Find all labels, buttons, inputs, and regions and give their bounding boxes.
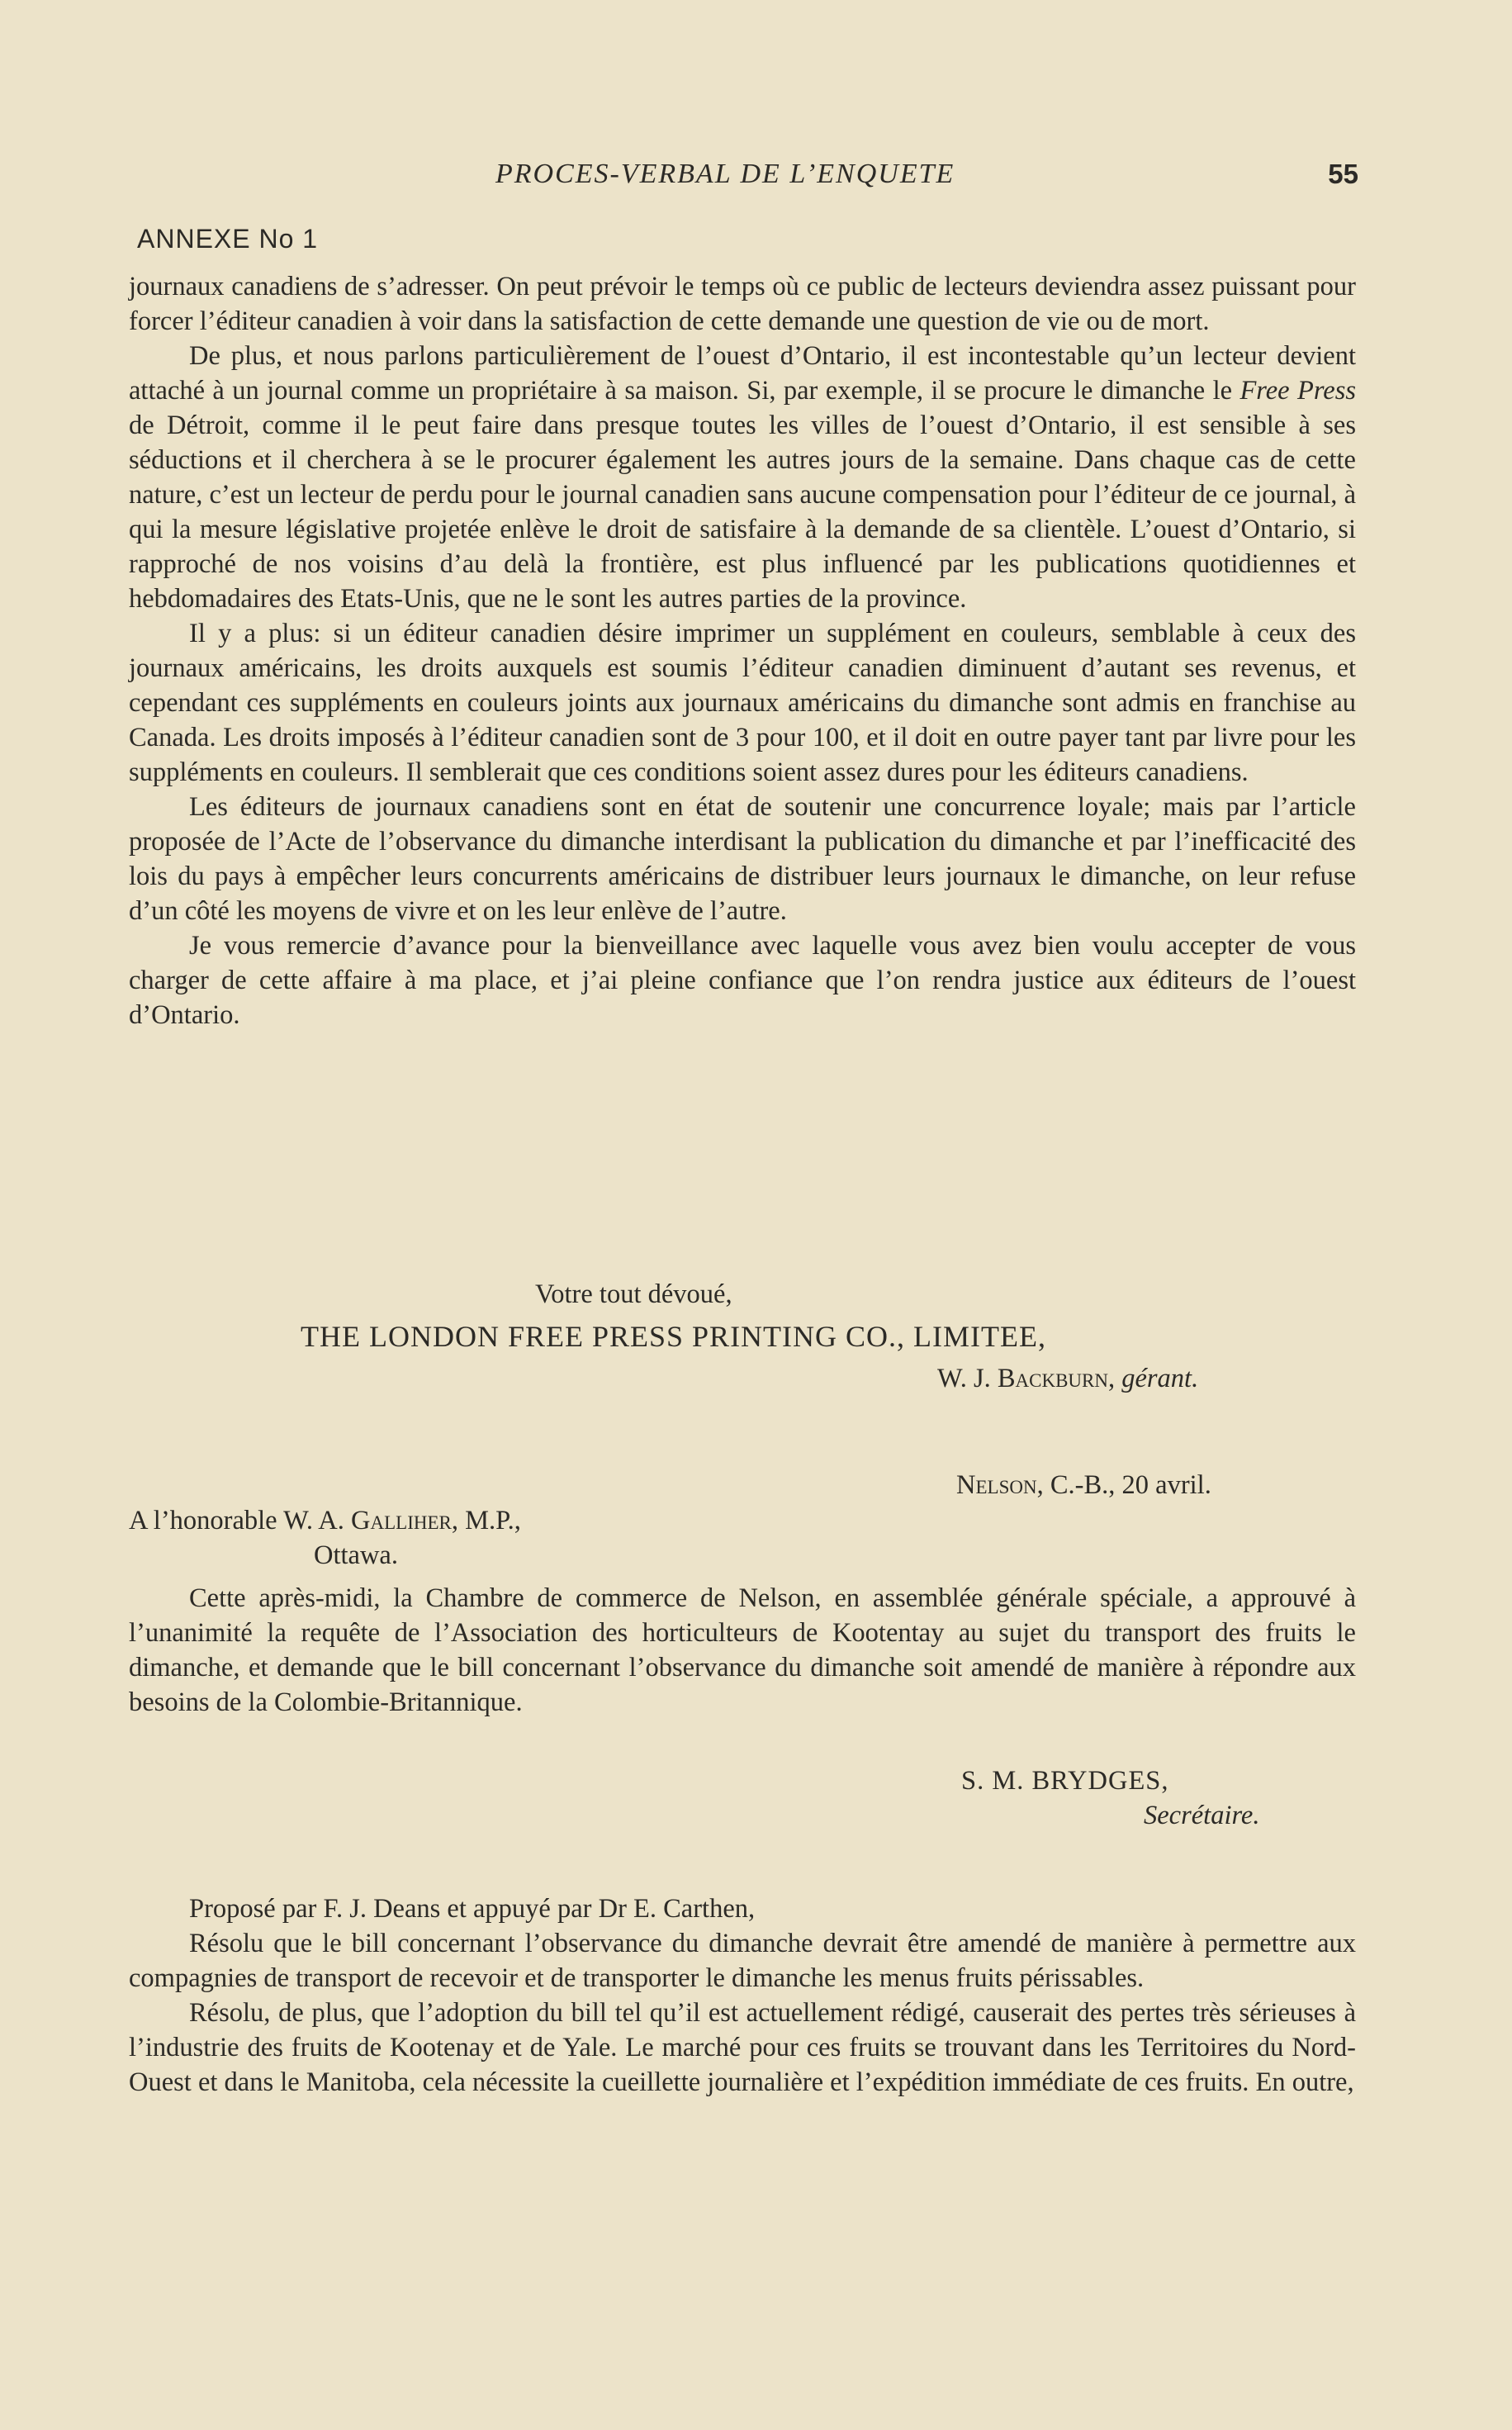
date-text: , C.-B., 20 avril. — [1036, 1470, 1211, 1500]
signer-line: W. J. Backburn, gérant. — [937, 1364, 1199, 1393]
annex-label: ANNEXE No 1 — [137, 224, 319, 254]
paragraph: journaux canadiens de s’adresser. On peut prévoir le temps où ce public de lecteurs deviendra assez puissant pour forcer l’éditeur canadien à voir dans la satisfaction de cette demande une question de vie ou de mort. — [129, 272, 1356, 336]
company-signature: THE LONDON FREE PRESS PRINTING CO., LIMITEE, — [301, 1320, 1046, 1353]
signer-initials: W. J. — [937, 1364, 991, 1393]
closing-salutation: Votre tout dévoué, — [535, 1279, 732, 1309]
secretary-title-text: Secrétaire. — [1144, 1801, 1260, 1830]
dateline — [956, 1470, 1211, 1501]
paragraph: Je vous remercie d’avance pour la bienveillance avec laquelle vous avez bien voulu accepter de vous charger de cette affaire à ma place, et j’ai pleine confiance que l’on rendra justice aux éditeurs de l’ouest d’Ontario. — [129, 931, 1356, 1030]
addressee-name: Galliher — [351, 1506, 452, 1535]
signer-name: Backburn — [997, 1364, 1108, 1393]
addressee-suffix: , M.P., — [451, 1506, 521, 1535]
newspaper-title: Free Press — [1239, 376, 1356, 406]
resolution-body — [129, 1891, 1356, 2100]
addressee-city: Ottawa. — [314, 1540, 398, 1570]
text-span: de Détroit, comme il le peut faire dans presque toutes les villes de l’ouest d’Ontario, il est sensible à ses séductions et il cherchera à se le procurer également les autres jours de la semaine. Dans chaque cas de cette nature, c’est un lecteur de perdu pour le journal canadien sans aucune compensation pour l’éditeur de ce journal, à qui la mesure législative projetée enlève le droit de satisfaire à la demande de sa clientèle. L’ouest d’Ontario, si rapproché de nos voisins d’au delà la frontière, est plus influencé par les publications quotidiennes et hebdomadaires des Etats-Unis, que ne le sont les autres parties de la province. — [129, 411, 1356, 614]
paragraph — [129, 339, 1356, 616]
secretary-signature: S. M. BRYDGES, — [961, 1766, 1169, 1796]
letter1-body — [129, 269, 1356, 1032]
paragraph: Résolu, de plus, que l’adoption du bill tel qu’il est actuellement rédigé, causerait des pertes très sérieuses à l’industrie des fruits de Kootenay et de Yale. Le marché pour ces fruits se trouvant dans les Territoires du Nord-Ouest et dans le Manitoba, cela nécessite la cueillette journalière et l’expédition immédiate de ces fruits. En outre, — [129, 1998, 1356, 2097]
addressee-block — [129, 1503, 521, 1573]
place-name: Nelson — [956, 1470, 1037, 1500]
addressee-prefix: A l’honorable W. A. — [129, 1506, 344, 1535]
signer-title: gérant. — [1121, 1364, 1199, 1393]
secretary-title — [1144, 1801, 1259, 1831]
paragraph: Cette après-midi, la Chambre de commerce de Nelson, en assemblée générale spéciale, a approuvé à l’unanimité la requête de l’Association des horticulteurs de Kootentay au sujet du transport des fruits le dimanche, et demande que le bill concernant l’observance du dimanche soit amendé de manière à répondre aux besoins de la Colombie-Britannique. — [129, 1583, 1356, 1717]
addressee-line — [129, 1503, 521, 1538]
paragraph: Résolu que le bill concernant l’observance du dimanche devrait être amendé de manière à permettre aux compagnies de transport de recevoir et de transporter le dimanche les menus fruits périssables. — [129, 1929, 1356, 1993]
text-span: De plus, et nous parlons particulièrement de l’ouest d’Ontario, il est incontestable qu’un lecteur devient attaché à un journal comme un propriétaire à sa maison. Si, par exemple, il se procure le dimanche le — [129, 341, 1356, 406]
letter2-body — [129, 1581, 1356, 1720]
running-title: PROCES-VERBAL DE L’ENQUETE — [495, 159, 955, 189]
page-number: 55 — [1328, 159, 1358, 189]
running-head — [0, 159, 1512, 192]
paragraph: Il y a plus: si un éditeur canadien désire imprimer un supplément en couleurs, semblable à ceux des journaux américains, les droits auxquels est soumis l’éditeur canadien diminuent d’autant ses revenus, et cependant ces suppléments en couleurs joints aux journaux américains du dimanche sont admis en franchise au Canada. Les droits imposés à l’éditeur canadien sont de 3 pour 100, et il doit en outre payer tant par livre pour les suppléments en couleurs. Il semblerait que ces conditions soient assez dures pour les éditeurs canadiens. — [129, 619, 1356, 787]
paragraph: Proposé par F. J. Deans et appuyé par Dr E. Carthen, — [189, 1894, 756, 1924]
paragraph: Les éditeurs de journaux canadiens sont en état de soutenir une concurrence loyale; mais par l’article proposée de l’Acte de l’observance du dimanche interdisant la publication du dimanche et par l’inefficacité des lois du pays à empêcher leurs concurrents américains de distribuer leurs journaux le dimanche, on leur refuse d’un côté les moyens de vivre et on les leur enlève de l’autre. — [129, 792, 1356, 926]
